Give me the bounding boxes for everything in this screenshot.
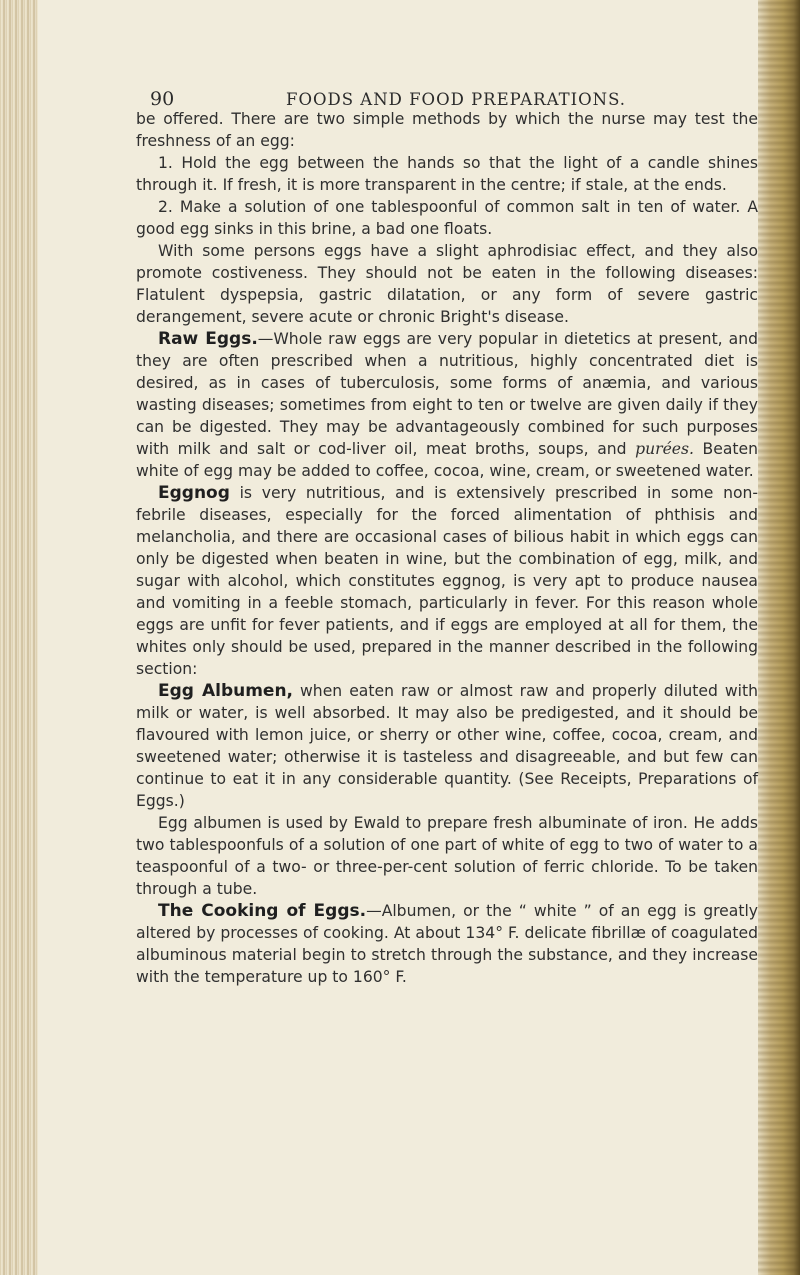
page-edge-shading [758,0,800,1275]
paragraph-egg-albumen [136,680,758,812]
section-heading-egg-albumen: Egg Albumen, [158,681,294,701]
raw-eggs-text-b: Beaten white of egg may be added to coffee, cocoa, wine, cream, or sweetened water. [136,440,758,480]
paragraph-intro: be offered. There are two simple methods by which the nurse may test the freshness of an egg: [136,110,758,150]
page-number: 90 [150,88,175,110]
section-heading-raw-eggs: Raw Eggs. [158,329,258,349]
cooking-text: —Albumen, or the “ white ” of an egg is greatly altered by processes of cooking. At about 134° F. delicate fibrillæ of coagulated albuminous material begin to stretch through the substance, and they increase with the temperature up to 160° F. [136,902,758,986]
raw-eggs-text-a: —Whole raw eggs are very popular in dietetics at present, and they are often prescribed when a nutritious, highly concentrated diet is desired, as in cases of tuberculosis, some forms of anæmia, and various wasting diseases; sometimes from eight to ten or twelve are given daily if they can be digested. They may be advantageously combined for such purposes with milk and salt or cod-liver oil, meat broths, soups, and [136,330,759,458]
raw-eggs-italic-term: purées. [635,440,694,458]
scanned-page-left-edge [0,0,38,1275]
running-head: FOODS AND FOOD PREPARATIONS. [286,90,627,109]
eggnog-text: is very nutritious, and is extensively prescribed in some non-febrile diseases, especially for the forced alimentation of phthisis and melancholia, and there are occasional cases of bilious habit in which eggs can only be digested when beaten in wine, but the combination of egg, milk, and sugar with alcohol, which constitutes eggnog, is very apt to produce nausea and vomiting in a feeble stomach, particularly in fever. For this reason whole eggs are unfit for fever patients, and if eggs are employed at all for them, the whites only should be used, prepared in the manner described in the following section: [136,484,758,678]
section-heading-eggnog: Eggnog [158,483,230,503]
paragraph-cooking [136,900,758,988]
paragraph-eggnog [136,482,758,680]
paragraph-effects: With some persons eggs have a slight aphrodisiac effect, and they also promote costiveness. They should not be eaten in the following diseases: Flatulent dyspepsia, gastric dilatation, or any form of severe gastric derangement, severe acute or chronic Bright's disease. [136,242,758,326]
paragraph-ewald: Egg albumen is used by Ewald to prepare fresh albuminate of iron. He adds two tablespoonfuls of a solution of one part of white of egg to two of water to a teaspoonful of a two- or three-per-cent solution of ferric chloride. To be taken through a tube. [136,814,758,898]
paragraph-raw-eggs [136,328,758,482]
page-body [136,108,758,988]
egg-albumen-text: when eaten raw or almost raw and properly diluted with milk or water, is well absorbed. It may also be predigested, and it should be flavoured with lemon juice, or sherry or other wine, coffee, cocoa, cream, and sweetened water; otherwise it is tasteless and disagreeable, and but few can continue to eat it in any considerable quantity. (See Receipts, Preparations of Eggs.) [136,682,758,810]
section-heading-cooking: The Cooking of Eggs. [158,901,367,921]
paragraph-brine-test: 2. Make a solution of one tablespoonful of common salt in ten of water. A good egg sinks in this brine, a bad one floats. [136,198,758,238]
paragraph-candle-test: 1. Hold the egg between the hands so that the light of a candle shines through it. If fresh, it is more transparent in the centre; if stale, at the ends. [136,154,758,194]
